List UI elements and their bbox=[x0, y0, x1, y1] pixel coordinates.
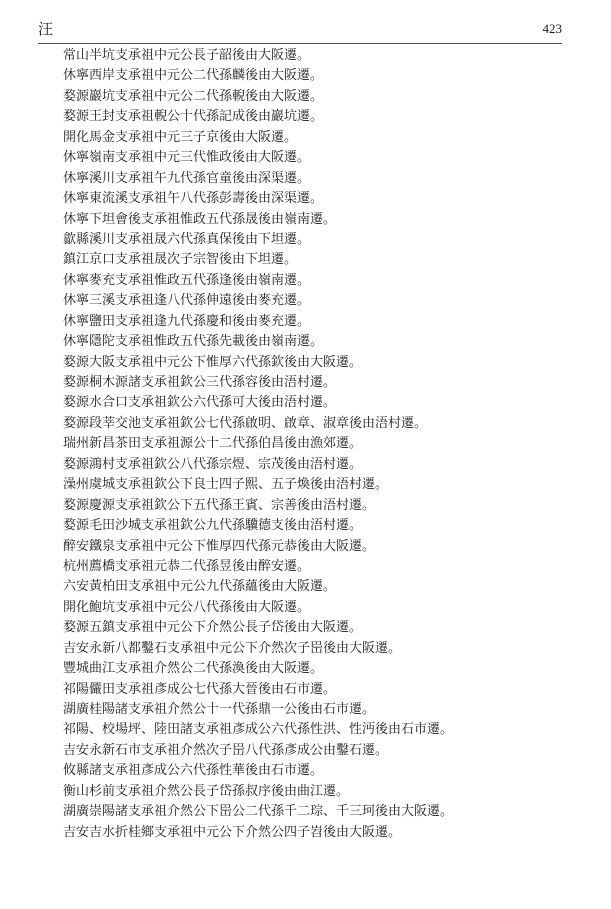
list-item: 婺源鴻村支承祖欽公八代孫宗煜、宗茂後由浯村遷。 bbox=[63, 456, 363, 472]
list-item: 歙縣溪川支承祖晟六代孫真保後由下坦遷。 bbox=[63, 231, 311, 247]
list-item: 吉安永新八都鑿石支承祖中元公下介然次子岊後由大阪遷。 bbox=[63, 640, 402, 656]
list-item: 祁陽、校場坪、陸田諸支承祖彥成公六代孫性洪、性沔後由石市遷。 bbox=[63, 722, 454, 738]
list-item: 吉安永新石市支承祖介然次子岊八代孫彥成公由鑿石遷。 bbox=[63, 742, 389, 758]
list-item: 休寧溪川支承祖午九代孫官童後由深渠遷。 bbox=[63, 170, 311, 186]
list-item: 開化鮑坑支承祖中元公八代孫後由大阪遷。 bbox=[63, 599, 311, 615]
list-item: 湖廣崇陽諸支承祖介然公下岊公二代孫千二琮、千三珂後由大阪遷。 bbox=[63, 804, 454, 820]
list-item: 鎮江京口支承祖晟次子宗智後由下坦遷。 bbox=[63, 252, 298, 268]
list-item: 衡山杉前支承祖介然公長子岱孫叔序後由曲江遷。 bbox=[63, 783, 350, 799]
list-item: 婺源巖坑支承祖中元公二代孫輗後由大阪遷。 bbox=[63, 88, 324, 104]
page-header bbox=[38, 20, 562, 42]
running-head-title: 汪 bbox=[38, 20, 54, 38]
list-item: 澡州虞城支承祖欽公下良士四子熙、五子煥後由浯村遷。 bbox=[63, 477, 389, 493]
list-item: 休寧東流溪支承祖午八代孫彭壽後由深渠遷。 bbox=[63, 191, 324, 207]
list-item: 吉安吉水折桂鄉支承祖中元公下介然公四子岧後由大阪遷。 bbox=[63, 824, 402, 840]
list-item: 休寧隱陀支承祖惟政五代孫先載後由嶺南遷。 bbox=[63, 334, 324, 350]
list-item: 婺源毛田沙城支承祖欽公九代孫驥德支後由浯村遷。 bbox=[63, 518, 363, 534]
list-item: 婺源水合口支承祖欽公六代孫可大後由浯村遷。 bbox=[63, 395, 337, 411]
list-item: 六安黃柏田支承祖中元公九代孫蘊後由大阪遷。 bbox=[63, 579, 337, 595]
list-item: 休寧下坦會後支承祖惟政五代孫晟後由嶺南遷。 bbox=[63, 211, 337, 227]
list-item: 杭州薦橋支承祖元恭二代孫昱後由醉安遷。 bbox=[63, 558, 311, 574]
list-item: 常山半坑支承祖中元公長子韶後由大阪遷。 bbox=[63, 48, 311, 63]
entry-list bbox=[63, 46, 563, 843]
list-item: 祁陽儼田支承祖彥成公七代孫大晉後由石市遷。 bbox=[63, 681, 337, 697]
list-item: 休寧嶺南支承祖中元三代惟政後由大阪遷。 bbox=[63, 150, 311, 166]
list-item: 休寧鹽田支承祖逢九代孫慶和後由麥充遷。 bbox=[63, 313, 311, 329]
list-item: 婺源大阪支承祖中元公下惟厚六代孫欽後由大阪遷。 bbox=[63, 354, 363, 370]
list-item: 婺源王封支承祖輗公十代孫記成後由巖坑遷。 bbox=[63, 109, 324, 125]
list-item: 攸縣諸支承祖彥成公六代孫性華後由石市遷。 bbox=[63, 763, 324, 779]
list-item: 豐城曲江支承祖介然公二代孫渙後由大阪遷。 bbox=[63, 661, 324, 677]
list-item: 湖廣桂陽諸支承祖介然公十一代孫鼎一公後由石市遷。 bbox=[63, 702, 376, 717]
list-item: 休寧麥充支承祖惟政五代孫逢後由嶺南遷。 bbox=[63, 272, 311, 288]
list-item: 瑞州新昌茶田支承祖源公十二代孫伯昌後由漁郊遷。 bbox=[63, 436, 363, 452]
list-item: 休寧西岸支承祖中元公二代孫麟後由大阪遷。 bbox=[63, 68, 324, 84]
list-item: 婺源段莘交池支承祖欽公七代孫啟明、啟章、淑章後由浯村遷。 bbox=[63, 415, 428, 431]
list-item: 休寧三溪支承祖逢八代孫伸遠後由麥充遷。 bbox=[63, 293, 311, 309]
list-item: 婺源桐木源諸支承祖欽公三代孫容後由浯村遷。 bbox=[63, 375, 337, 390]
header-rule bbox=[38, 43, 562, 44]
list-item: 婺源五鎮支承祖中元公下介然公長子岱後由大阪遷。 bbox=[63, 620, 363, 636]
list-item: 婺源慶源支承祖欽公下五代孫王賓、宗善後由浯村遷。 bbox=[63, 497, 376, 513]
list-item: 醉安鐵泉支承祖中元公下惟厚四代孫元恭後由大阪遷。 bbox=[63, 538, 376, 554]
page-number: 423 bbox=[542, 21, 562, 36]
list-item: 開化馬金支承祖中元三子京後由大阪遷。 bbox=[63, 129, 298, 145]
